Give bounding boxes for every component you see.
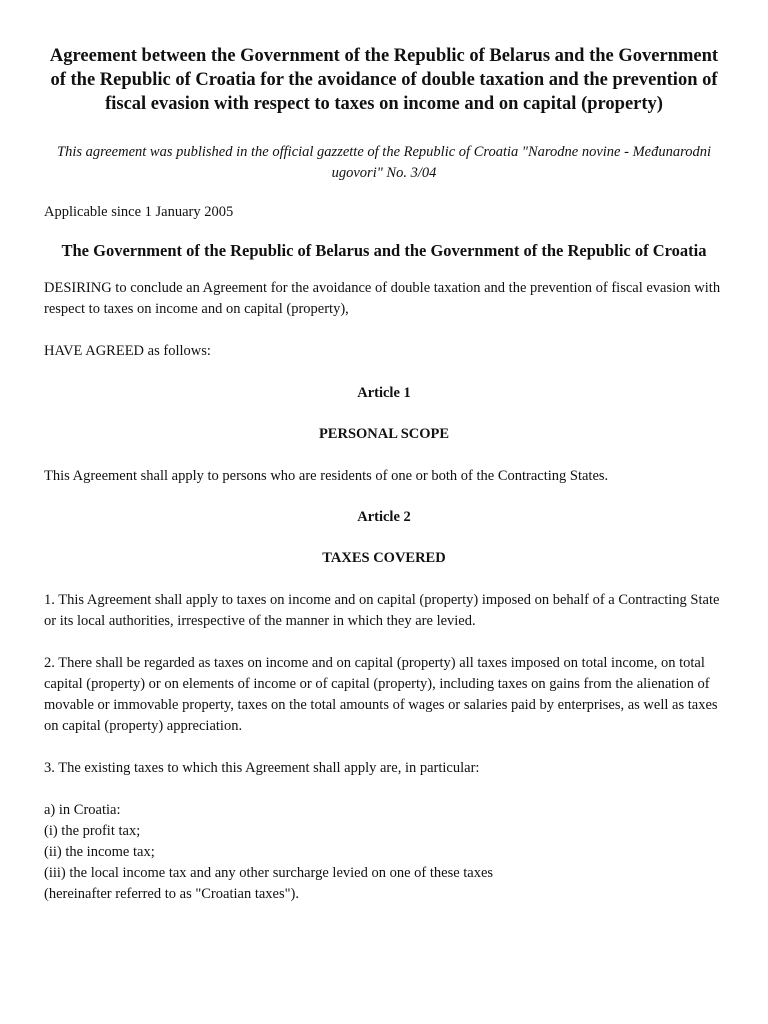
desiring-paragraph <box>44 278 724 320</box>
article-1-title: PERSONAL SCOPE <box>318 426 450 442</box>
list-item: (hereinafter referred to as "Croatian taxes"). <box>44 886 299 902</box>
article-2-paragraph-3: 3. The existing taxes to which this Agreement shall apply are, in particular: <box>44 760 480 776</box>
article-1-text: This Agreement shall apply to persons who are residents of one or both of the Contracting States. <box>44 468 609 484</box>
list-item: a) in Croatia: <box>44 802 121 818</box>
article-2-number: Article 2 <box>357 509 411 525</box>
agreed-text: as follows: <box>144 343 211 359</box>
article-2-paragraph-2: 2. There shall be regarded as taxes on income and on capital (property) all taxes imposed on total income, on total capital (property) or on elements of income or of capital (property), including taxes on gains from the alienation of movable or immovable property, taxes on the total amounts of wages or salaries paid by enterprises, as well as taxes on capital (property) appreciation. <box>44 655 718 734</box>
agreed-paragraph <box>44 341 724 362</box>
desiring-text: to conclude an Agreement for the avoidance of double taxation and the prevention of fiscal evasion with respect to taxes on income and on capital (property), <box>44 280 721 317</box>
document-title: Agreement between the Government of the Republic of Belarus and the Government of the Republic of Croatia for the avoidance of double taxation and the prevention of fiscal evasion with respect to taxes on income and on capital (property) <box>49 46 719 114</box>
parties-heading: The Government of the Republic of Belarus and the Government of the Republic of Croatia <box>61 241 707 260</box>
article-1-number: Article 1 <box>357 385 411 401</box>
list-item: (iii) the local income tax and any other surcharge levied on one of these taxes <box>44 865 494 881</box>
publication-note: This agreement was published in the official gazzette of the Republic of Croatia "Narodne novine - Međunarodni ugovori" No. 3/04 <box>57 144 711 181</box>
document-page <box>44 44 724 905</box>
list-item: (ii) the income tax; <box>44 844 155 860</box>
croatian-taxes-list <box>44 800 724 905</box>
agreed-keyword: HAVE AGREED <box>44 343 145 359</box>
applicable-since: Applicable since 1 January 2005 <box>44 204 234 220</box>
article-2-paragraph-1: 1. This Agreement shall apply to taxes on income and on capital (property) imposed on behalf of a Contracting State or its local authorities, irrespective of the manner in which they are levied. <box>44 592 720 629</box>
article-2-title: TAXES COVERED <box>322 550 446 566</box>
desiring-keyword: DESIRING <box>44 280 112 296</box>
list-item: (i) the profit tax; <box>44 823 141 839</box>
